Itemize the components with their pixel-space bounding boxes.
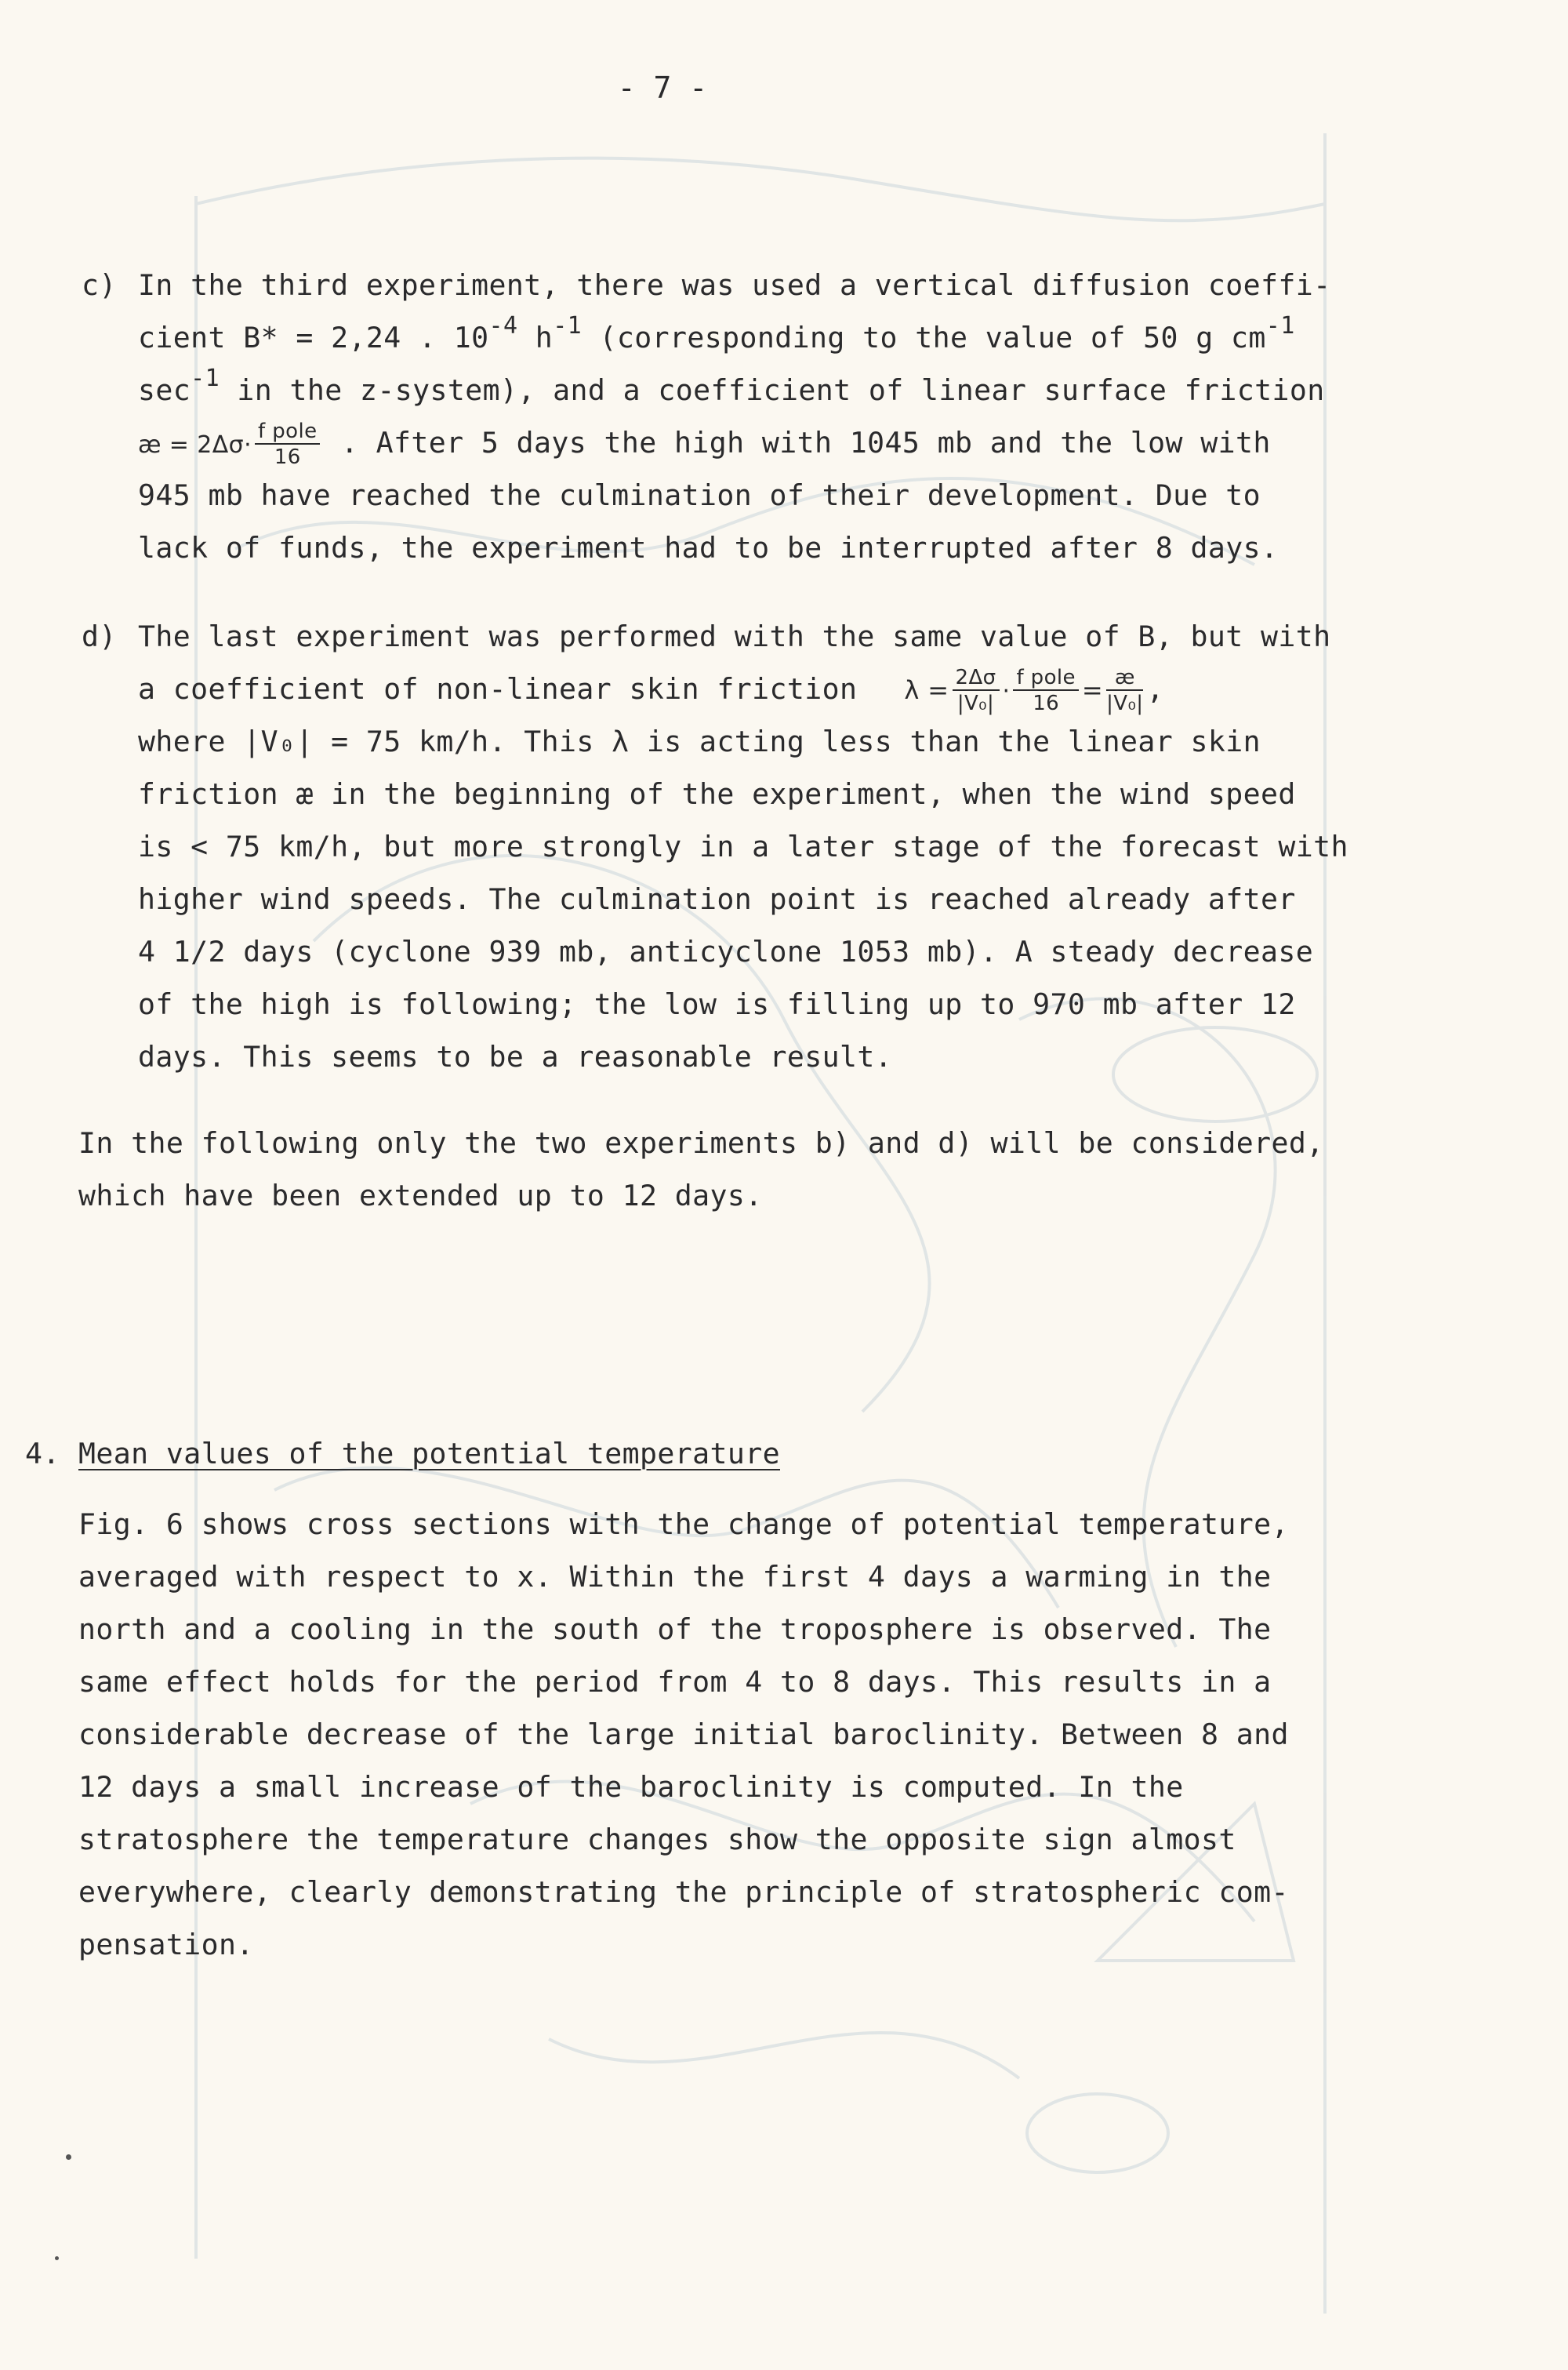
paragraph-d-line-3: where |V₀| = 75 km/h. This λ is acting less than the linear skin [138, 725, 1261, 758]
paragraph-d-line-1: The last experiment was performed with the same value of B, but with [138, 620, 1331, 653]
text-run: . After 5 days the high with 1045 mb and the low with [323, 426, 1271, 460]
exponent: -1 [553, 312, 583, 340]
fraction-denominator: 16 [1033, 692, 1060, 715]
exponent: -4 [488, 312, 518, 340]
paragraph-c-line-4 [138, 416, 1271, 471]
text-run: h [517, 321, 554, 354]
fraction-numerator: f pole [255, 421, 320, 445]
section-4-line-3: north and a cooling in the south of the troposphere is observed. The [78, 1612, 1272, 1646]
fraction-denominator: |V₀| [1106, 692, 1144, 715]
section-4-line-9: pensation. [78, 1928, 254, 1961]
exponent: -1 [1265, 312, 1295, 340]
paragraph-c-line-5: 945 mb have reached the culmination of their development. Due to [138, 478, 1261, 512]
paragraph-d-line-7: 4 1/2 days (cyclone 939 mb, anticyclone 1053 mb). A steady decrease [138, 935, 1314, 969]
section-4-line-2: averaged with respect to x. Within the first 4 days a warming in the [78, 1560, 1272, 1594]
page-number: - 7 - [617, 71, 708, 105]
paragraph-c-label: c) [82, 268, 117, 302]
paragraph-d-line-4: friction æ in the beginning of the experiment, when the wind speed [138, 777, 1296, 811]
fraction-denominator: |V₀| [956, 692, 995, 715]
formula-equals: = [1081, 675, 1104, 705]
section-4-line-7: stratosphere the temperature changes show the opposite sign almost [78, 1823, 1236, 1856]
formula-comma: , [1146, 672, 1164, 706]
summary-line-2: which have been extended up to 12 days. [78, 1179, 763, 1212]
lambda-fraction-1 [953, 667, 1000, 714]
section-4-title: Mean values of the potential temperature [78, 1437, 780, 1470]
paragraph-d-label: d) [82, 620, 117, 653]
fraction-numerator: f pole [1013, 667, 1078, 691]
text-run: cient B* = 2,24 . 10 [138, 321, 489, 354]
summary-line-1: In the following only the two experiments b) and d) will be considered, [78, 1126, 1324, 1160]
margin-dot [55, 2256, 59, 2260]
friction-formula-lhs: æ = 2Δσ· [138, 431, 252, 459]
text-run: (corresponding to the value of 50 g cm [582, 321, 1266, 354]
paragraph-d-line-9: days. This seems to be a reasonable result. [138, 1040, 893, 1074]
text-run: in the z-system), and a coefficient of linear surface friction [220, 373, 1325, 407]
fraction-denominator: 16 [274, 445, 301, 469]
lambda-fraction-3 [1106, 667, 1143, 714]
paragraph-d-line-2: a coefficient of non-linear skin friction λ = $\frac{2\Delta\sigma}{\text{|V₀|}}$ · $\frac{\text{f pole}}{16}$ = $\frac{æ}{\text{|V₀|}}$ , [138, 666, 1164, 715]
fraction-numerator: æ [1106, 667, 1143, 691]
paragraph-d-line-6: higher wind speeds. The culmination point is reached already after [138, 882, 1296, 916]
friction-formula-fraction [255, 421, 320, 467]
section-4-line-6: 12 days a small increase of the baroclinity is computed. In the [78, 1770, 1184, 1804]
lambda-formula-lhs: λ = [904, 675, 949, 705]
section-4-line-8: everywhere, clearly demonstrating the principle of stratospheric com- [78, 1875, 1289, 1909]
section-4-number: 4. [25, 1437, 60, 1470]
fraction-numerator: 2Δσ [953, 667, 1000, 691]
paragraph-c-line-1: In the third experiment, there was used a vertical diffusion coeffi- [138, 268, 1331, 302]
lambda-fraction-2 [1013, 667, 1078, 714]
section-4-line-5: considerable decrease of the large initial baroclinity. Between 8 and [78, 1718, 1289, 1751]
paragraph-c-line-6: lack of funds, the experiment had to be interrupted after 8 days. [138, 531, 1279, 565]
margin-dot [66, 2154, 71, 2160]
exponent: -1 [191, 365, 220, 392]
paragraph-c-line-3 [138, 364, 1325, 419]
section-4-line-4: same effect holds for the period from 4 to 8 days. This results in a [78, 1665, 1272, 1699]
paragraph-c-line-2 [138, 311, 1295, 366]
text-run: a coefficient of non-linear skin friction [138, 672, 858, 706]
text-run: sec [138, 373, 191, 407]
paragraph-d-line-5: is < 75 km/h, but more strongly in a later stage of the forecast with [138, 830, 1348, 863]
paragraph-d-line-8: of the high is following; the low is filling up to 970 mb after 12 [138, 987, 1296, 1021]
section-4-line-1: Fig. 6 shows cross sections with the change of potential temperature, [78, 1507, 1289, 1541]
